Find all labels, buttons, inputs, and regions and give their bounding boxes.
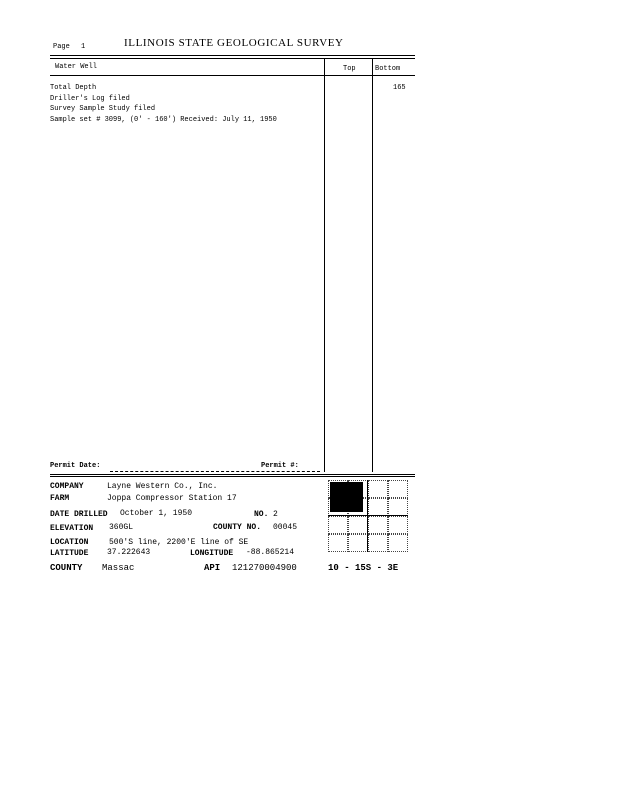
section-marker xyxy=(330,482,363,512)
permit-date-label: Permit Date: xyxy=(50,462,101,470)
column-divider-top xyxy=(324,58,325,472)
table-row-text: Driller's Log filed xyxy=(50,95,130,103)
column-header-top: Top xyxy=(343,65,356,73)
elevation-value: 360GL xyxy=(109,523,134,532)
column-header-bottom: Bottom xyxy=(375,65,401,73)
table-row-text: Sample set # 3099, (0' - 160') Received: July 11, 1950 xyxy=(50,116,277,124)
permit-dash-rule xyxy=(110,471,320,472)
company-value: Layne Western Co., Inc. xyxy=(107,482,218,491)
farm-label: FARM xyxy=(50,494,70,503)
longitude-value: -88.865214 xyxy=(246,548,295,557)
county-no-label: COUNTY NO. xyxy=(213,523,262,532)
county-no-value: 00045 xyxy=(273,523,298,532)
latitude-label: LATITUDE xyxy=(50,549,89,558)
elevation-label: ELEVATION xyxy=(50,524,94,533)
header-rule-top xyxy=(50,55,415,56)
header-rule-bottom xyxy=(50,75,415,76)
page-title: ILLINOIS STATE GEOLOGICAL SURVEY xyxy=(124,37,344,49)
date-drilled-value: October 1, 1950 xyxy=(120,509,193,518)
table-row-bottom: 165 xyxy=(393,84,406,92)
footer-rule-2 xyxy=(50,476,415,477)
latitude-value: 37.222643 xyxy=(107,548,151,557)
county-label: COUNTY xyxy=(50,563,83,573)
county-value: Massac xyxy=(102,563,135,573)
date-drilled-label: DATE DRILLED xyxy=(50,510,108,519)
location-value: 500'S line, 2200'E line of SE xyxy=(109,538,249,547)
well-no-label: NO. xyxy=(254,510,269,519)
api-value: 121270004900 xyxy=(232,563,297,573)
footer-rule xyxy=(50,474,415,475)
section-locator-grid xyxy=(328,480,408,552)
table-row-text: Survey Sample Study filed xyxy=(50,105,156,113)
longitude-label: LONGITUDE xyxy=(190,549,234,558)
column-divider-bottom xyxy=(372,58,373,472)
farm-value: Joppa Compressor Station 17 xyxy=(107,494,237,503)
table-row-text: Total Depth xyxy=(50,84,97,92)
well-no-value: 2 xyxy=(273,510,278,519)
permit-number-label: Permit #: xyxy=(261,462,299,470)
header-rule-top-2 xyxy=(50,58,415,59)
page-number: 1 xyxy=(81,43,86,51)
api-label: API xyxy=(204,563,221,573)
township-range: 10 - 15S - 3E xyxy=(328,563,399,573)
page-label: Page xyxy=(53,43,70,51)
location-label: LOCATION xyxy=(50,538,89,547)
company-label: COMPANY xyxy=(50,482,84,491)
column-header-description: Water Well xyxy=(55,63,98,71)
